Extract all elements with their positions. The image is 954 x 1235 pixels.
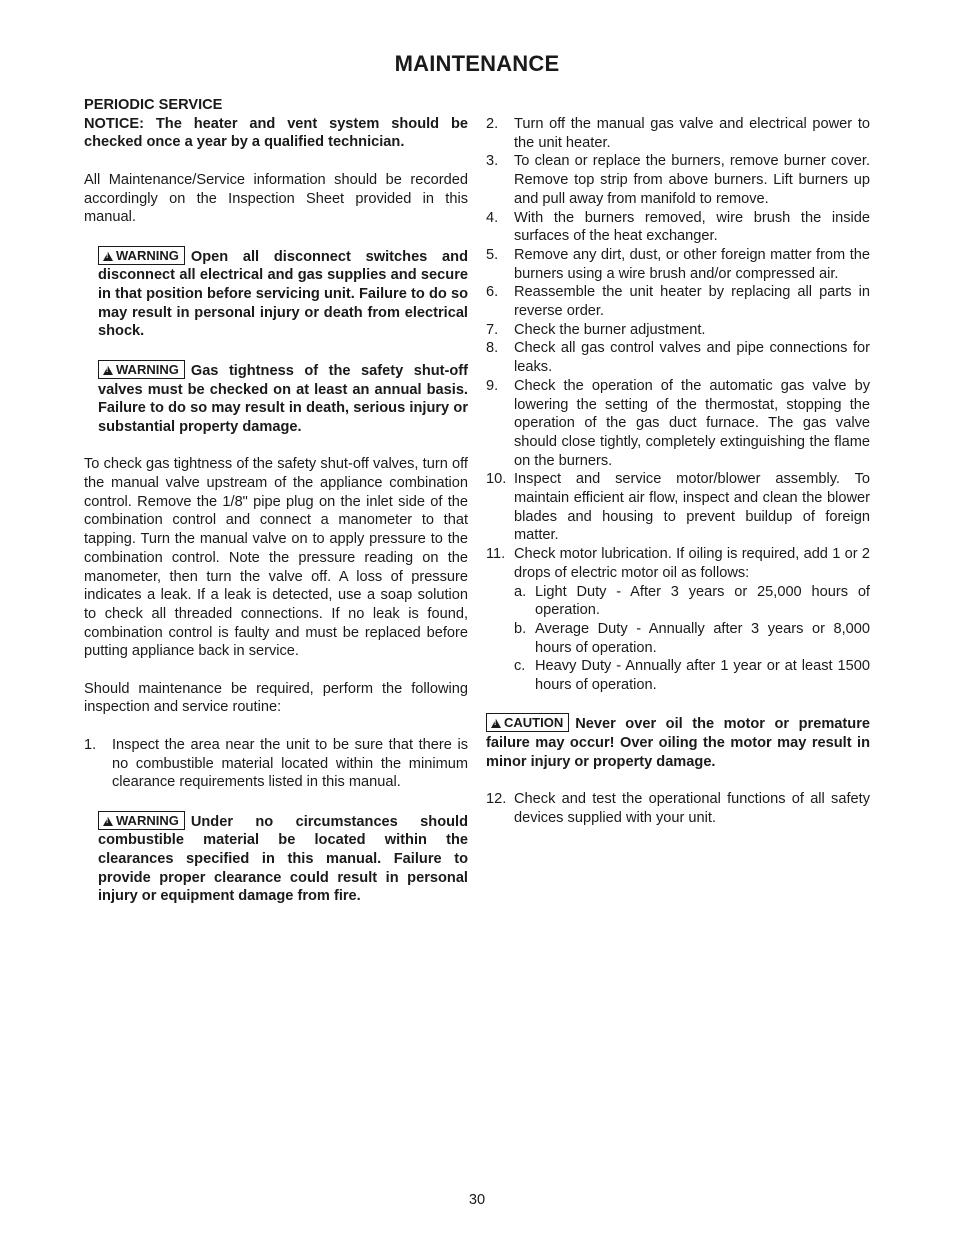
caution-text: Never over oil the motor or premature failure may occur! Over oiling the motor may result in minor injury or property damage. xyxy=(486,716,870,770)
list-item: 12. Check and test the operational functions of all safety devices supplied with your unit. xyxy=(486,791,870,826)
left-column xyxy=(84,96,468,906)
page-title: MAINTENANCE xyxy=(394,51,560,76)
list-item: 4. With the burners removed, wire brush the inside surfaces of the heat exchanger. xyxy=(486,209,870,245)
list-item: 9. Check the operation of the automatic gas valve by lowering the setting of the thermostat, stopping the operation of the gas duct furnace. The gas valve should close tightly, completely extinguishing the flame on the burners. xyxy=(486,377,870,469)
warning-triangle-icon xyxy=(103,252,113,261)
list-item: 11. Check motor lubrication. If oiling is required, add 1 or 2 drops of electric motor oil as follows: xyxy=(486,546,870,581)
list-item: 10. Inspect and service motor/blower assembly. To maintain efficient air flow, inspect and clean the blower blades and housing to prevent buildup of foreign matter. xyxy=(486,471,870,544)
caution-block xyxy=(486,713,870,771)
warning-badge: !WARNING xyxy=(98,360,185,379)
warning-triangle-icon xyxy=(103,366,113,375)
right-column xyxy=(486,115,870,828)
list-item: 3. To clean or replace the burners, remove burner cover. Remove top strip from above burners. Lift burners up and pull away from manifold to remove. xyxy=(486,153,870,207)
list-item: 2. Turn off the manual gas valve and electrical power to the unit heater. xyxy=(486,116,870,151)
warning-badge: !WARNING xyxy=(98,246,185,265)
list-item: 6. Reassemble the unit heater by replacing all parts in reverse order. xyxy=(486,284,870,320)
warning-block-3 xyxy=(98,811,468,907)
warning-triangle-icon xyxy=(103,817,113,826)
sub-list-item: c. Heavy Duty - Annually after 1 year or at least 1500 hours of operation. xyxy=(514,658,870,694)
list-item: 7. Check the burner adjustment. xyxy=(486,321,706,338)
gas-check-paragraph: To check gas tightness of the safety shut-off valves, turn off the manual valve upstream of the appliance combination control. Remove the 1/8" pipe plug on the inlet side of the combination control and connect a manometer to that tapping. Turn the manual valve on to apply pressure to the combination control. Note the pressure reading on the manometer, then turn the valve off. A loss of pressure indicates a leak. If a leak is detected, use a soap solution to check all threaded connections. If no leak is found, combination control is faulty and must be replaced before putting appliance back in service. xyxy=(84,456,468,660)
warning-badge: !WARNING xyxy=(98,811,185,830)
warning-block-2 xyxy=(98,360,468,437)
warning-triangle-icon xyxy=(491,719,501,728)
warning-text: Gas tightness of the safety shut-off valves must be checked on at least an annual basis. Failure to do so may result in death, serious injury or substantial property damage. xyxy=(98,362,468,435)
list-item: 5. Remove any dirt, dust, or other foreign matter from the burners using a wire brush and/or compressed air. xyxy=(486,246,870,282)
list-item: 1. Inspect the area near the unit to be sure that there is no combustible material located within the minimum clearance requirements listed in this manual. xyxy=(84,736,468,791)
caution-badge: !CAUTION xyxy=(486,713,569,732)
warning-text: Under no circumstances should combustible material be located within the clearances specified in this manual. Failure to provide proper clearance could result in personal injury or equipment damage from fire. xyxy=(98,813,468,905)
intro-paragraph: All Maintenance/Service information should be recorded accordingly on the Inspection Sheet provided in this manual. xyxy=(84,171,468,226)
sub-list-item: a. Light Duty - After 3 years or 25,000 hours of operation. xyxy=(514,583,870,619)
warning-text: Open all disconnect switches and disconnect all electrical and gas supplies and secure in that position before servicing unit. Failure to do so may result in personal injury or death from electrical shock. xyxy=(98,248,468,340)
warning-block-1 xyxy=(98,246,468,342)
list-item: 8. Check all gas control valves and pipe connections for leaks. xyxy=(486,340,870,376)
page-number: 30 xyxy=(468,1192,486,1208)
sub-list-item: b. Average Duty - Annually after 3 years or 8,000 hours of operation. xyxy=(514,620,870,656)
routine-intro: Should maintenance be required, perform the following inspection and service routine: xyxy=(84,680,468,716)
notice-text: NOTICE: The heater and vent system should be checked once a year by a qualified technician. xyxy=(84,115,468,151)
section-heading: PERIODIC SERVICE xyxy=(84,97,223,113)
